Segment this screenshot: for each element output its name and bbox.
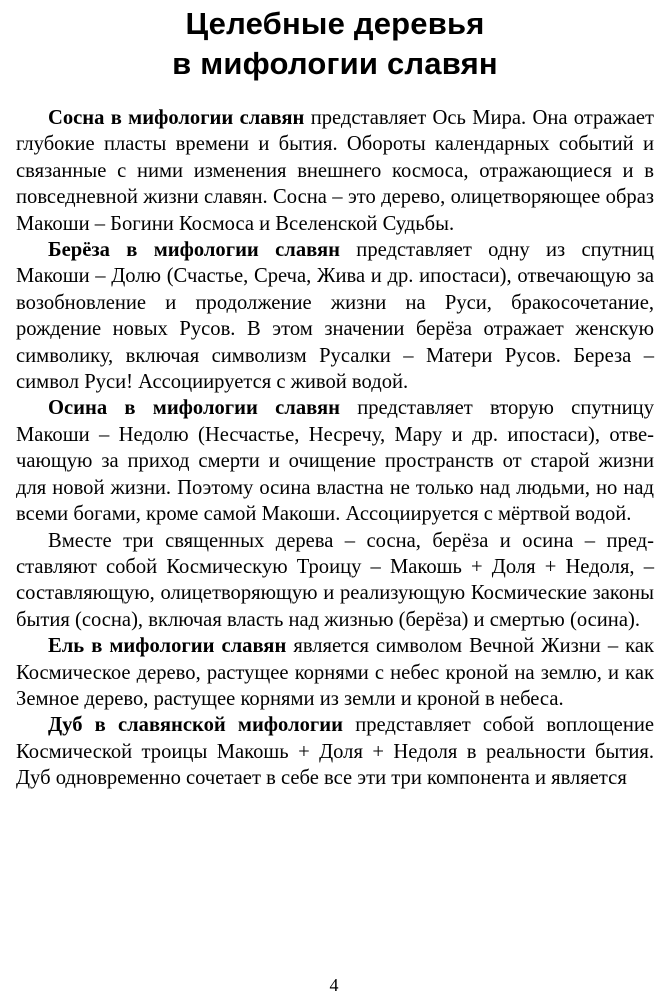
- paragraph-birch: [16, 237, 654, 395]
- paragraph-aspen-lead: Осина в мифологии славян: [48, 397, 340, 420]
- paragraph-spruce-lead: Ель в мифологии славян: [48, 635, 287, 658]
- paragraph-spruce: [16, 633, 654, 712]
- paragraph-aspen-text: представляет вторую спутницу Макоши – Недолю (Несчастье, Несречу, Мару и др. ипостаси), отвечающую за приход смерти и очищение пространств от старой жизни для новой жизни. Поэтому осина властна не только над людьми, но над всеми богами, кроме самой Макоши. Ассоциируется с мёртвой водой.: [16, 397, 655, 526]
- paragraph-trinity-text: Вместе три священных дерева – сосна, берёза и осина – представляют собой Космическую Троицу – Макошь + Доля + Недоля, – составляющую, олицетворяющую и реализующую Космические законы бытия (сосна), включая власть над жизнью (берёза) и смертью (осина).: [16, 529, 654, 631]
- paragraph-pine: [16, 105, 654, 237]
- paragraph-pine-text: представляет Ось Мира. Она отражает глубокие пласты времени и бытия. Обороты календарных событий и связанные с ними изменения внешнего космоса, отражающиеся и в повседневной жизни славян. Сосна – это дерево, олицетворяющее образ Макоши – Богини Космоса и Вселенской Судьбы.: [16, 107, 654, 235]
- page-title-line-2: в мифологии славян: [172, 46, 498, 81]
- paragraph-birch-lead: Берёза в мифологии славян: [48, 239, 340, 262]
- paragraph-spruce-text: является символом Вечной Жизни – как Космическое дерево, растущее корнями с небес кроной на землю, и как Земное дерево, растущее корнями из земли и кроной в небеса.: [16, 635, 654, 710]
- paragraph-oak-lead: Дуб в славянской мифологии: [48, 714, 344, 737]
- page-title-line-1: Целебные деревья: [185, 6, 485, 41]
- paragraph-pine-lead: Сосна в мифологии славян: [48, 107, 305, 129]
- paragraph-birch-text: представляет одну из спутниц Макоши – Долю (Счастье, Среча, Жива и др. ипостаси), отвечающую за возобновление и продолжение жизни на Руси, бракосочетание, рождение новых Русов. В этом значении берёза отражает женскую символику, включая символизм Русалки – Матери Русов. Береза – символ Руси! Ассоциируется с живой водой.: [16, 239, 655, 394]
- paragraph-oak: [16, 712, 654, 791]
- page-title: [16, 0, 654, 84]
- paragraph-aspen: [16, 395, 654, 527]
- paragraph-trinity: [16, 528, 654, 634]
- page-number: 4: [329, 975, 339, 995]
- paragraph-oak-text: представляет собой воплощение Космической троицы Макошь + Доля + Недоля в реальности бытия. Дуб одновременно сочетает в себе все эти три компонента и является: [16, 714, 654, 790]
- article-body: [16, 105, 654, 792]
